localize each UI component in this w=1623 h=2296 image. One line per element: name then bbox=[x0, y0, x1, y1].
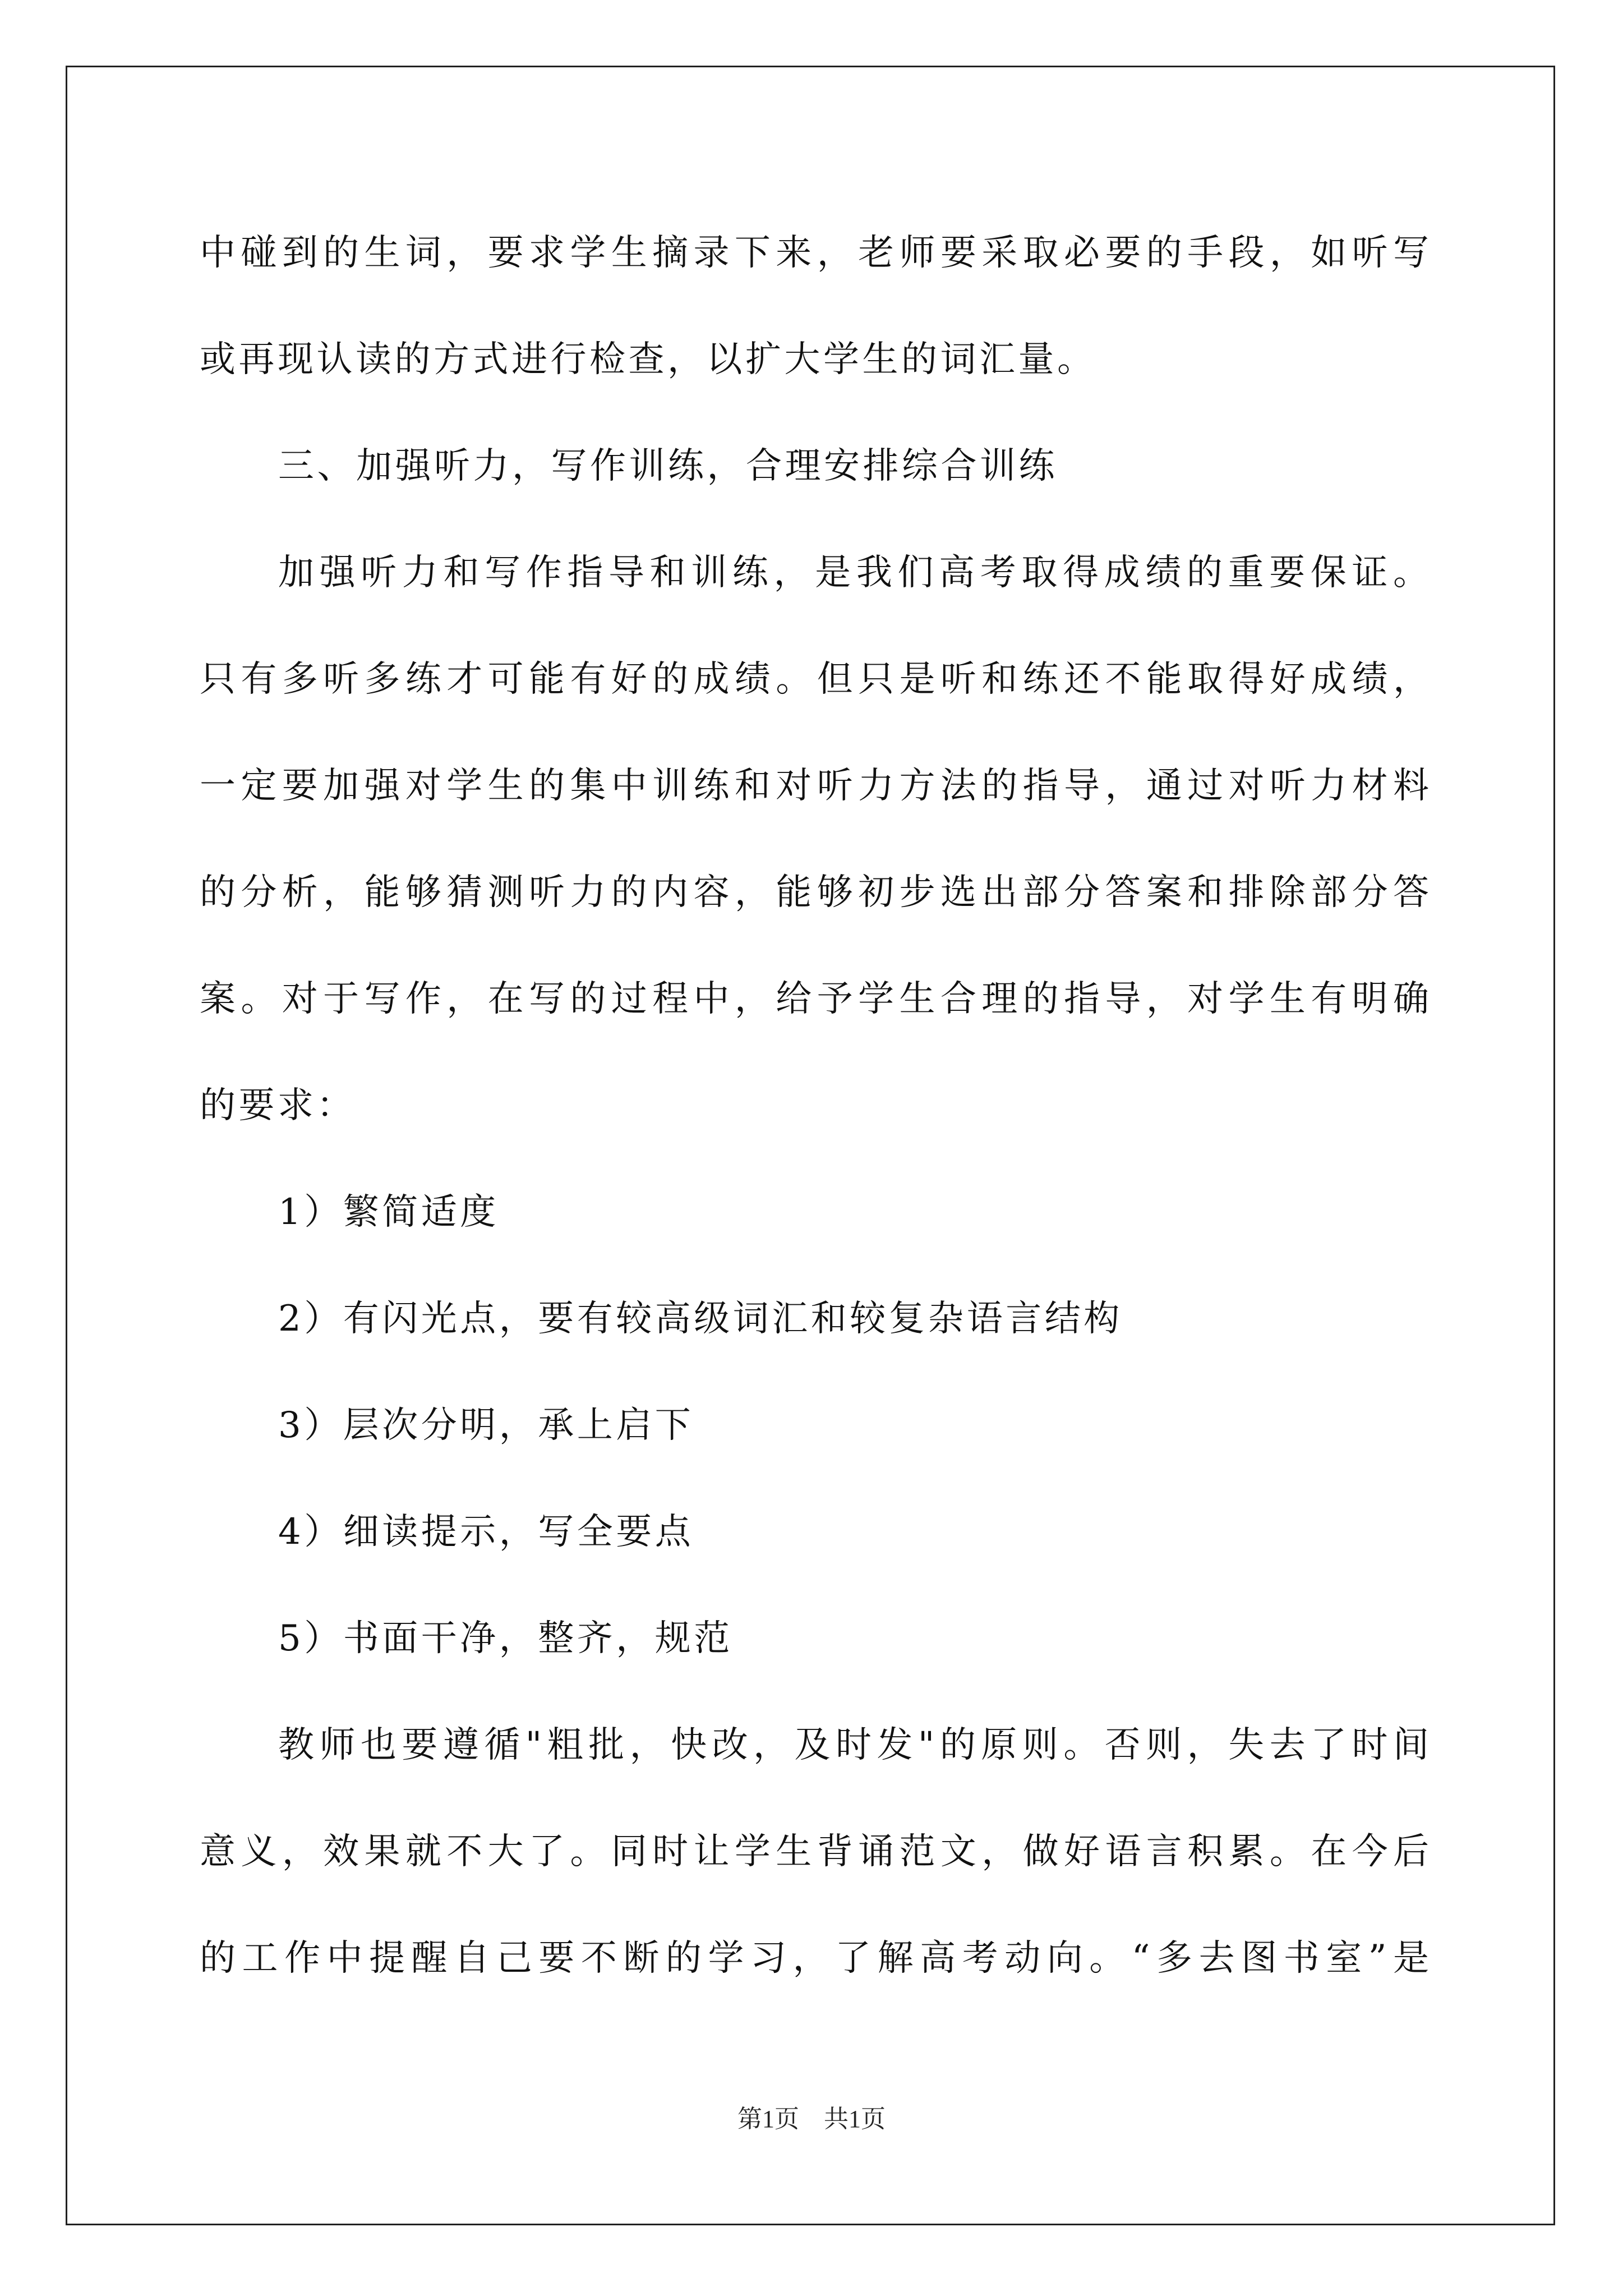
section-heading: 三、加强听力，写作训练，合理安排综合训练 bbox=[278, 445, 1058, 487]
list-item: 1）繁简适度 bbox=[278, 1191, 499, 1233]
text-line: 只有多听多练才可能有好的成绩。但只是听和练还不能取得好成绩， bbox=[200, 659, 1429, 700]
list-item: 5）书面干净，整齐，规范 bbox=[278, 1618, 733, 1659]
text-line: 一定要加强对学生的集中训练和对听力方法的指导，通过对听力材料 bbox=[200, 765, 1429, 807]
text-line: 教师也要遵循"粗批，快改，及时发"的原则。否则，失去了时间 bbox=[278, 1724, 1429, 1766]
text-line: 加强听力和写作指导和训练，是我们高考取得成绩的重要保证。 bbox=[278, 552, 1429, 593]
page-number: 第1页 bbox=[737, 2105, 799, 2133]
text-line: 中碰到的生词，要求学生摘录下来，老师要采取必要的手段，如听写 bbox=[200, 232, 1429, 274]
page-border bbox=[66, 66, 1555, 2225]
list-item: 2）有闪光点，要有较高级词汇和较复杂语言结构 bbox=[278, 1298, 1123, 1340]
page-footer bbox=[0, 2102, 1623, 2136]
list-item: 3）层次分明，承上启下 bbox=[278, 1405, 694, 1446]
text-line: 意义，效果就不大了。同时让学生背诵范文，做好语言积累。在今后 bbox=[200, 1831, 1429, 1872]
page-total: 共1页 bbox=[824, 2105, 886, 2133]
text-line: 的分析，能够猜测听力的内容，能够初步选出部分答案和排除部分答 bbox=[200, 872, 1429, 913]
text-line: 案。对于写作，在写的过程中，给予学生合理的指导，对学生有明确 bbox=[200, 978, 1429, 1020]
text-line: 的要求： bbox=[200, 1085, 356, 1126]
text-line: 的工作中提醒自己要不断的学习，了解高考动向。“多去图书室”是 bbox=[200, 1938, 1429, 1979]
list-item: 4）细读提示，写全要点 bbox=[278, 1511, 694, 1553]
text-line: 或再现认读的方式进行检查，以扩大学生的词汇量。 bbox=[200, 339, 1096, 380]
